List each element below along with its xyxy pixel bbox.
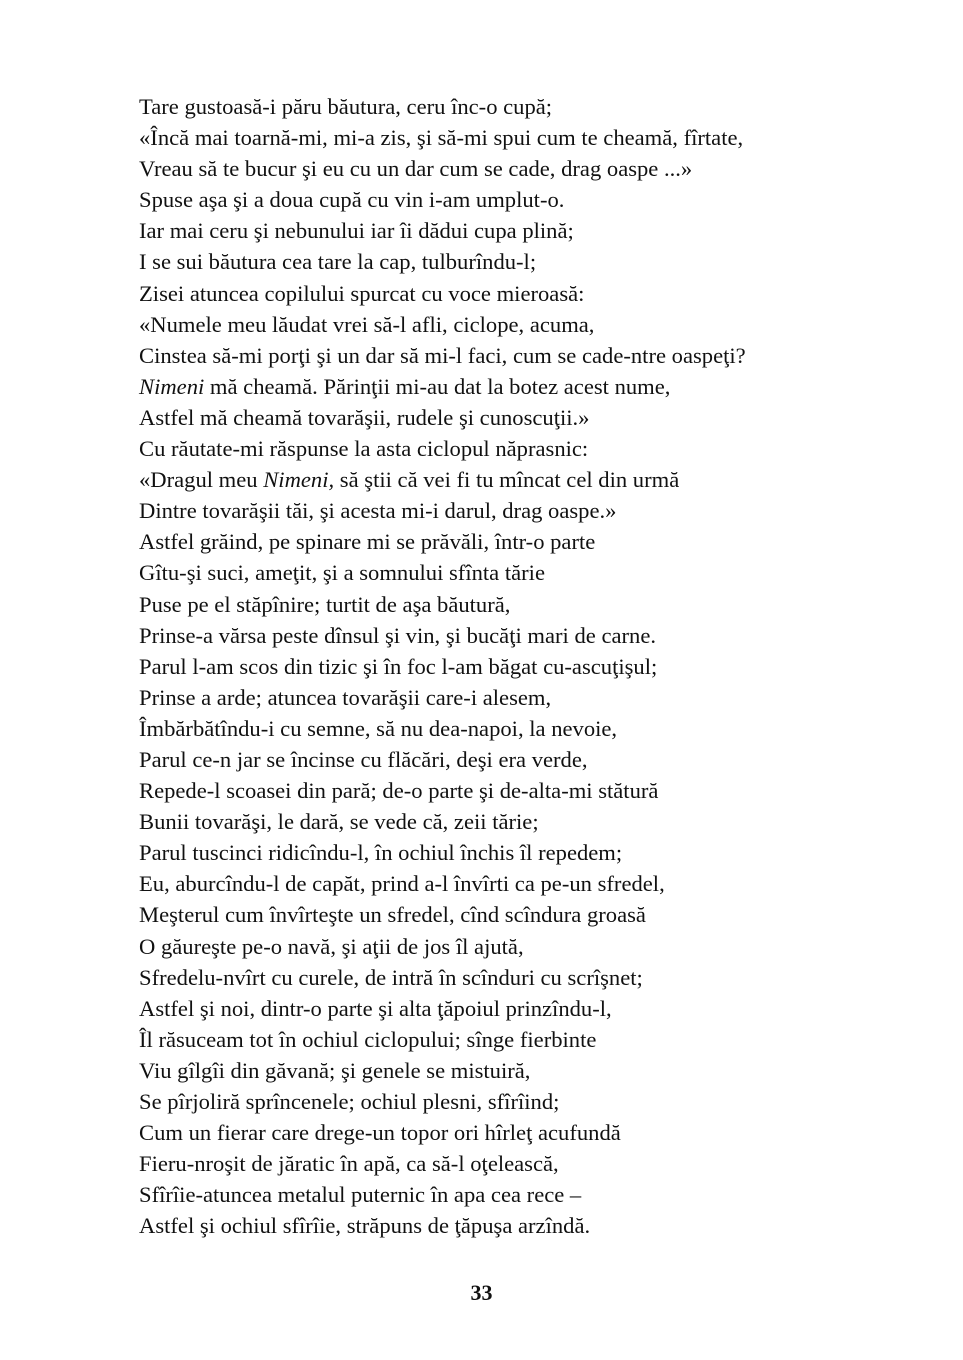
poem-line — [139, 215, 929, 246]
poem-line-text: Parul l-am scos din tizic şi în foc l-am băgat cu-ascuţişul; — [139, 653, 658, 679]
poem-line — [139, 775, 929, 806]
poem-line — [139, 589, 929, 620]
poem-line-italic: Nimeni, — [263, 467, 335, 493]
poem-line-text: Se pîrjoliră sprîncenele; ochiul plesni, sfîrîind; — [139, 1089, 560, 1114]
poem-line-text: Sfîrîie-atuncea metalul puternic în apa cea rece – — [139, 1182, 582, 1208]
poem-line-text: Cu răutate-mi răspunse la asta ciclopul năprasnic: — [139, 436, 589, 462]
poem-line — [139, 1024, 929, 1055]
poem-line — [139, 526, 929, 557]
poem-line — [139, 682, 929, 713]
poem-line-text: Puse pe el stăpînire; turtit de aşa băutură, — [139, 591, 511, 617]
poem-line-text: Meşterul cum învîrteşte un sfredel, cînd scîndura groasă — [139, 902, 646, 928]
poem-line — [139, 184, 929, 215]
poem-line-text: «Numele meu lăudat vrei să-l afli, ciclope, acuma, — [139, 311, 595, 337]
page-number: 33 — [470, 1280, 493, 1305]
poem-line-text: Fieru-nroşit de jăratic în apă, ca să-l oţelească, — [139, 1151, 559, 1177]
poem-line-text: Îmbărbătîndu-i cu semne, să nu dea-napoi, la nevoie, — [139, 715, 618, 741]
poem-line-text: Eu, aburcîndu-l de capăt, prind a-l învîrti ca pe-un sfredel, — [139, 871, 665, 897]
poem-line — [139, 1086, 929, 1117]
poem-line — [139, 1179, 929, 1210]
poem-line — [139, 1055, 929, 1086]
poem-line — [139, 620, 929, 651]
poem-line-text: mă cheamă. Părinţii mi-au dat la botez acest nume, — [204, 373, 671, 399]
poem-line-italic: Nimeni — [139, 373, 205, 399]
poem-line-text: Iar mai ceru şi nebunului iar îi dădui cupa plină; — [139, 218, 574, 244]
poem-line-lead: «Dragul meu — [139, 467, 264, 493]
poem-line-text: I se sui băutura cea tare la cap, tulburîndu-l; — [139, 249, 537, 275]
poem-line — [139, 962, 929, 993]
poem-line — [139, 278, 929, 309]
poem-line — [139, 931, 929, 962]
poem-line — [139, 993, 929, 1024]
poem-line-text: Repede-l scoasei din pară; de-o parte şi de-alta-mi stătură — [139, 778, 659, 804]
poem-line — [139, 246, 929, 277]
poem-line-text: Tare gustoasă-i păru băutura, ceru înc-o cupă; — [139, 94, 553, 119]
poem-line-text: Îl răsuceam tot în ochiul ciclopului; sînge fierbinte — [139, 1026, 597, 1052]
poem-line-text: Prinse a arde; atuncea tovarăşii care-i alesem, — [139, 684, 552, 710]
poem-line — [139, 1210, 929, 1241]
poem-line-text: Astfel mă cheamă tovarăşii, rudele şi cunoscuţii.» — [139, 404, 590, 430]
poem-line — [139, 91, 929, 122]
poem-line-text: Astfel şi noi, dintr-o parte şi alta ţăpoiul prinzîndu-l, — [139, 995, 612, 1021]
poem-line-text: Dintre tovarăşii tăi, şi acesta mi-i darul, drag oaspe.» — [139, 498, 617, 524]
poem-line — [139, 744, 929, 775]
poem-line — [139, 1117, 929, 1148]
poem-line — [139, 371, 929, 402]
poem-line-text: Gîtu-şi suci, ameţit, şi a somnului sfînta tărie — [139, 560, 545, 586]
poem-line — [139, 899, 929, 930]
poem-line-text: Viu gîlgîi din găvană; şi genele se mistuiră, — [139, 1057, 531, 1083]
poem-line-text: să ştii că vei fi tu mîncat cel din urmă — [334, 467, 680, 493]
poem-line — [139, 122, 929, 153]
poem-line — [139, 309, 929, 340]
poem-line-text: Cum un fierar care drege-un topor ori hîrleţ acufundă — [139, 1120, 621, 1146]
poem-line — [139, 464, 929, 495]
poem-line-text: «Încă mai toarnă-mi, mi-a zis, şi să-mi spui cum te cheamă, fîrtate, — [139, 125, 744, 151]
poem-line-text: Spuse aşa şi a doua cupă cu vin i-am umplut-o. — [139, 187, 565, 213]
poem-line — [139, 402, 929, 433]
poem-line-text: Vreau să te bucur şi eu cu un dar cum se cade, drag oaspe ...» — [139, 156, 693, 182]
poem-line — [139, 433, 929, 464]
poem-line-text: Cinstea să-mi porţi şi un dar să mi-l faci, cum se cade-ntre oaspeţi? — [139, 342, 746, 368]
poem-line — [139, 651, 929, 682]
poem-line — [139, 557, 929, 588]
poem-line-text: Parul ce-n jar se încinse cu flăcări, deşi era verde, — [139, 746, 588, 772]
poem-line-text: Astfel grăind, pe spinare mi se prăvăli, într-o parte — [139, 529, 596, 555]
poem-line — [139, 495, 929, 526]
poem-line-text: O găureşte pe-o navă, şi aţii de jos îl ajută, — [139, 933, 524, 959]
poem-line — [139, 806, 929, 837]
poem-line-text: Zisei atuncea copilului spurcat cu voce mieroasă: — [139, 280, 585, 306]
poem-line — [139, 713, 929, 744]
poem-line-text: Prinse-a vărsa peste dînsul şi vin, şi bucăţi mari de carne. — [139, 622, 656, 648]
poem-line-text: Astfel şi ochiul sfîrîie, străpuns de ţăpuşa arzîndă. — [139, 1213, 591, 1239]
poem-line — [139, 1148, 929, 1179]
poem-line — [139, 868, 929, 899]
poem-line — [139, 153, 929, 184]
poem-line — [139, 340, 929, 371]
poem-text — [139, 91, 929, 1241]
poem-line — [139, 837, 929, 868]
poem-line-text: Bunii tovarăşi, le dară, se vede că, zeii tărie; — [139, 809, 539, 835]
poem-line-text: Parul tuscinci ridicîndu-l, în ochiul închis îl repedem; — [139, 840, 623, 866]
poem-line-text: Sfredelu-nvîrt cu curele, de intră în scînduri cu scrîşnet; — [139, 964, 643, 990]
